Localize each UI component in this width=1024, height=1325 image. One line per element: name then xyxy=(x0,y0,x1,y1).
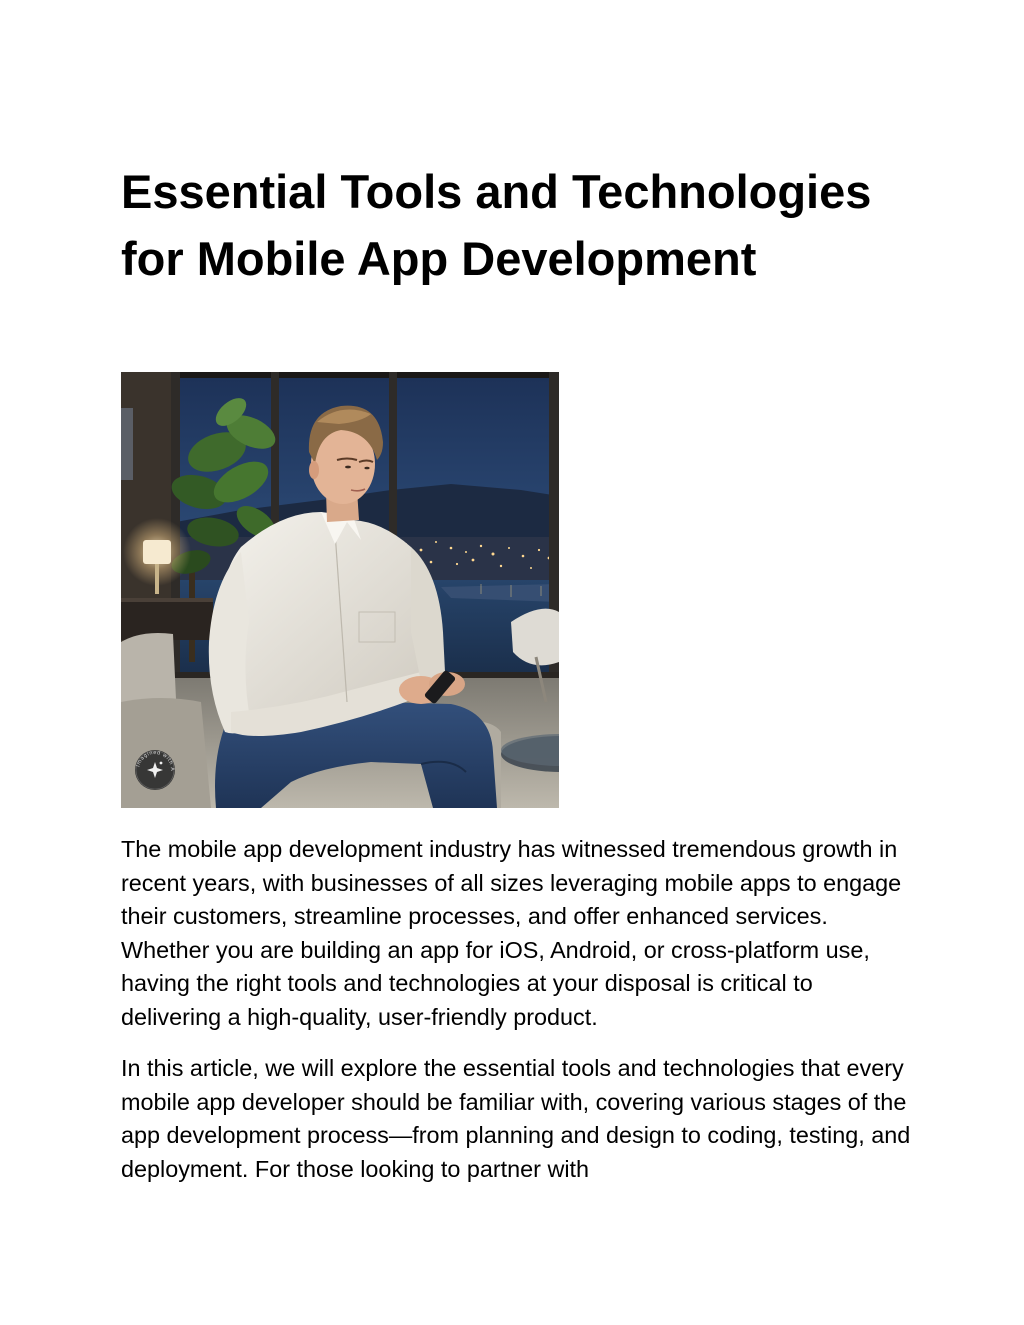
article-title: Essential Tools and Technologies for Mobile App Development xyxy=(121,165,872,285)
overview-paragraph: In this article, we will explore the essential tools and technologies that every mobile app developer should be familiar with, covering various stages of the app development process—from planning and design to coding, testing, and deployment. For those looking to partner with xyxy=(121,1055,911,1182)
hero-image xyxy=(121,372,559,808)
ai-badge-label: Imagined with A xyxy=(135,749,176,772)
hero-illustration xyxy=(121,372,559,808)
lamp xyxy=(143,540,171,564)
intro-paragraph: The mobile app development industry has witnessed tremendous growth in recent years, with businesses of all sizes leveraging mobile apps to engage their customers, streamline processes, and offer enhanced services. Whether you are building an app for iOS, Android, or cross-platform use, having the right tools and technologies at your disposal is critical to delivering a high-quality, user-friendly product. xyxy=(121,836,902,1030)
